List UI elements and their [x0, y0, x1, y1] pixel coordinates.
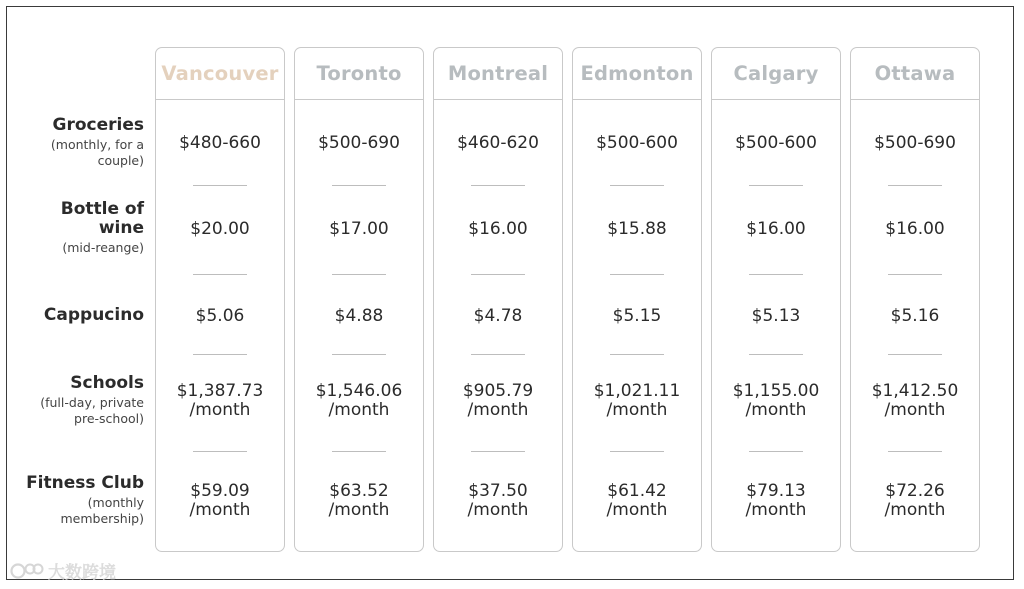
row-separator: [749, 354, 803, 355]
row-separator: [888, 185, 942, 186]
value-cell: $16.00: [746, 218, 806, 239]
value-cell: $79.13 /month: [745, 481, 807, 520]
logo-mark-icon: [10, 561, 44, 581]
city-column: [294, 47, 424, 552]
value-cell: $61.42 /month: [606, 481, 668, 520]
row-separator: [332, 185, 386, 186]
value-cell: $5.15: [612, 305, 662, 326]
row-separator: [332, 451, 386, 452]
chart-frame: [6, 6, 1014, 580]
row-label: [7, 474, 144, 527]
value-cell: $1,412.50 /month: [871, 381, 959, 420]
row-separator: [749, 185, 803, 186]
row-separator: [193, 185, 247, 186]
row-label-main: Schools: [70, 372, 144, 393]
row-separator: [610, 274, 664, 275]
value-cell: $72.26 /month: [884, 481, 946, 520]
row-separator: [332, 354, 386, 355]
row-separator: [610, 451, 664, 452]
city-header: Ottawa: [851, 48, 979, 100]
value-cell: $20.00: [190, 218, 250, 239]
row-label-main: Fitness Club: [26, 472, 144, 493]
row-label-sub: (full-day, private pre-school): [40, 394, 144, 426]
city-column: [155, 47, 285, 552]
row-separator: [193, 274, 247, 275]
value-cell: $17.00: [329, 218, 389, 239]
city-header: Edmonton: [573, 48, 701, 100]
value-cell: $500-600: [596, 132, 678, 153]
city-column: [711, 47, 841, 552]
row-separator: [749, 274, 803, 275]
row-separator: [610, 354, 664, 355]
row-separator: [610, 185, 664, 186]
value-cell: $59.09 /month: [189, 481, 251, 520]
row-label: [7, 200, 144, 256]
row-label-sub: (mid-reange): [62, 240, 144, 255]
row-separator: [749, 451, 803, 452]
value-cell: $5.06: [195, 305, 245, 326]
value-cell: $1,155.00 /month: [732, 381, 820, 420]
row-label-main: Cappucino: [43, 304, 144, 325]
row-separator: [471, 451, 525, 452]
row-label-sub: (monthly, for a couple): [50, 136, 144, 168]
value-cell: $480-660: [179, 132, 261, 153]
row-label: [7, 374, 144, 427]
value-cell: $905.79 /month: [462, 381, 534, 420]
city-column: [433, 47, 563, 552]
value-cell: $500-690: [874, 132, 956, 153]
row-separator: [888, 451, 942, 452]
value-cell: $5.13: [751, 305, 801, 326]
row-separator: [193, 354, 247, 355]
value-cell: $4.78: [473, 305, 523, 326]
row-label-main: Bottle of wine: [60, 199, 144, 238]
city-header: Calgary: [712, 48, 840, 100]
value-cell: $5.16: [890, 305, 940, 326]
value-cell: $37.50 /month: [467, 481, 529, 520]
row-label: [7, 116, 144, 169]
row-separator: [888, 354, 942, 355]
value-cell: $4.88: [334, 305, 384, 326]
value-cell: $16.00: [885, 218, 945, 239]
row-label-sub: (monthly membership): [60, 494, 144, 526]
watermark: [10, 558, 116, 583]
city-column: [572, 47, 702, 552]
value-cell: $63.52 /month: [328, 481, 390, 520]
value-cell: $15.88: [607, 218, 667, 239]
city-header: Toronto: [295, 48, 423, 100]
row-label: [7, 306, 144, 325]
value-cell: $16.00: [468, 218, 528, 239]
row-label-main: Groceries: [52, 114, 144, 135]
value-cell: $460-620: [457, 132, 539, 153]
row-separator: [332, 274, 386, 275]
city-column: [850, 47, 980, 552]
row-separator: [471, 185, 525, 186]
value-cell: $1,546.06 /month: [315, 381, 403, 420]
row-separator: [193, 451, 247, 452]
watermark-text: 大数跨境: [48, 563, 116, 583]
row-separator: [888, 274, 942, 275]
row-separator: [471, 354, 525, 355]
value-cell: $500-690: [318, 132, 400, 153]
city-header: Vancouver: [156, 48, 284, 100]
row-separator: [471, 274, 525, 275]
value-cell: $1,387.73 /month: [176, 381, 264, 420]
city-header: Montreal: [434, 48, 562, 100]
value-cell: $1,021.11 /month: [593, 381, 681, 420]
value-cell: $500-600: [735, 132, 817, 153]
